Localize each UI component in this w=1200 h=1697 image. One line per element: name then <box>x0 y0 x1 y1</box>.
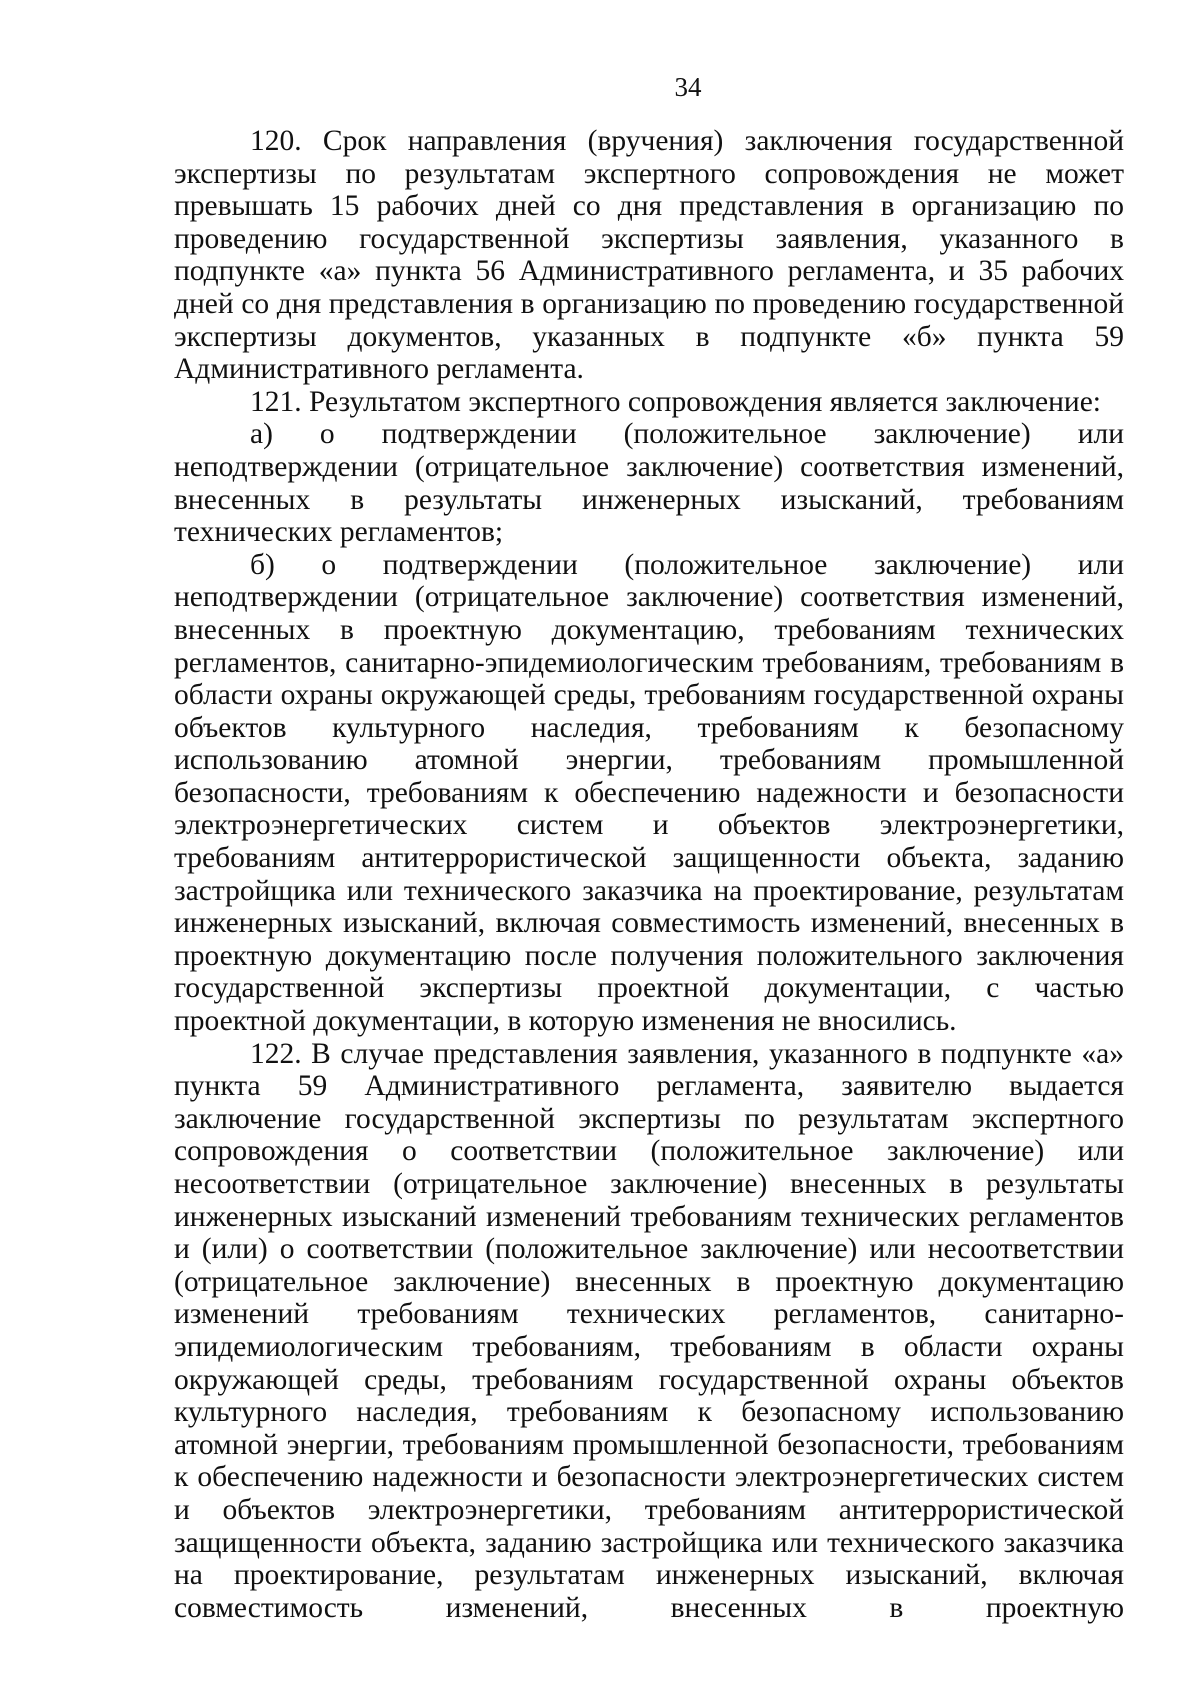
paragraph-121: 121. Результатом экспертного сопровождения является заключение: <box>250 385 1102 418</box>
paragraph-122: 122. В случае представления заявления, указанного в подпункте «а» пункта 59 Административного регламента, заявителю выдается заключение государственной экспертизы по результатам экспертного сопровождения о соответствии (положительное заключение) или несоответствии (отрицательное заключение) внесенных в результаты инженерных изысканий изменений требованиям технических регламентов и (или) о соответствии (положительное заключение) или несоответствии (отрицательное заключение) внесенных в проектную документацию изменений требованиям технических регламентов, санитарно-эпидемиологическим требованиям, требованиям в области охраны окружающей среды, требованиям государственной охраны объектов культурного наследия, требованиям к безопасному использованию атомной энергии, требованиям промышленной безопасности, требованиям к обеспечению надежности и безопасности электроэнергетических систем и объектов электроэнергетики, требованиям антитеррористической защищенности объекта, заданию застройщика или технического заказчика на проектирование, результатам инженерных изысканий, включая совместимость изменений, внесенных в проектную <box>174 1037 1124 1624</box>
page-number: 34 <box>674 72 702 102</box>
paragraph-120: 120. Срок направления (вручения) заключения государственной экспертизы по результатам экспертного сопровождения не может превышать 15 рабочих дней со дня представления в организацию по проведению государственной экспертизы заявления, указанного в подпункте «а» пункта 56 Административного регламента, и 35 рабочих дней со дня представления в организацию по проведению государственной экспертизы документов, указанных в подпункте «б» пункта 59 Административного регламента. <box>174 125 1124 386</box>
paragraph-121-item-a: а) о подтверждении (положительное заключение) или неподтверждении (отрицательное заключение) соответствия изменений, внесенных в результаты инженерных изысканий, требованиям технических регламентов; <box>174 418 1124 549</box>
document-body <box>174 125 1124 1624</box>
paragraph-121-item-b: б) о подтверждении (положительное заключение) или неподтверждении (отрицательное заключение) соответствия изменений, внесенных в проектную документацию, требованиям технических регламентов, санитарно-эпидемиологическим требованиям, требованиям в области охраны окружающей среды, требованиям государственной охраны объектов культурного наследия, требованиям к безопасному использованию атомной энергии, требованиям промышленной безопасности, требованиям к обеспечению надежности и безопасности электроэнергетических систем и объектов электроэнергетики, требованиям антитеррористической защищенности объекта, заданию застройщика или технического заказчика на проектирование, результатам инженерных изысканий, включая совместимость изменений, внесенных в проектную документацию после получения положительного заключения государственной экспертизы проектной документации, с частью проектной документации, в которую изменения не вносились. <box>174 548 1124 1038</box>
